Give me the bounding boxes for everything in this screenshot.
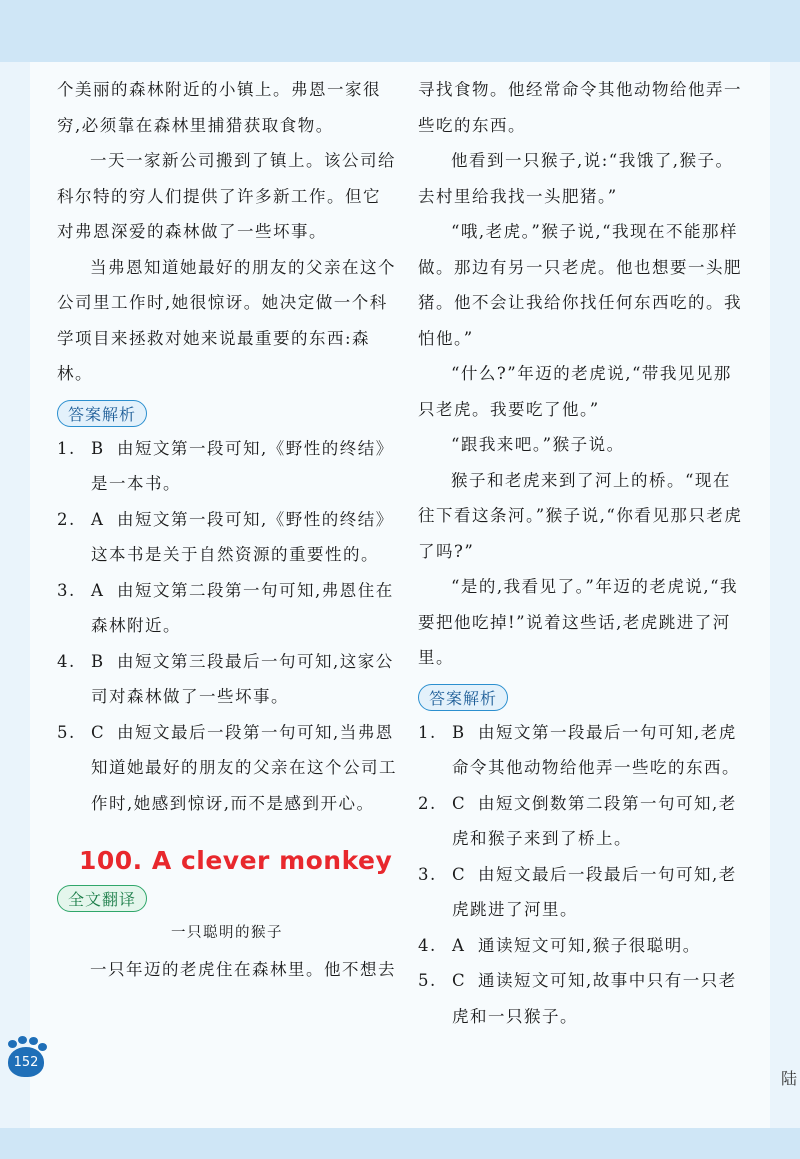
answer-analysis-badge: 答案解析 [418,684,508,711]
left-answer-2 [57,502,397,573]
left-answer-4 [57,644,397,715]
header-band [0,0,800,62]
right-paragraph-1: 寻找食物。他经常命令其他动物给他弄一些吃的东西。 [418,80,742,135]
left-intro-paragraph-3: 当弗恩知道她最好的朋友的父亲在这个公司里工作时,她很惊讶。她决定做一个科学项目来拯救对她来说最重要的东西:森林。 [57,257,396,383]
answer-key: A [91,509,105,529]
answer-key: B [452,722,466,742]
left-answer-badge-row [57,400,397,427]
paw-toe-icon [29,1037,38,1045]
side-mark: 陆 [781,1069,798,1088]
right-answer-badge-row [418,684,748,711]
right-paragraph-3: “哦,老虎。”猴子说,“我现在不能那样做。那边有另一只老虎。他也想要一头肥猪。他不会让我给你找任何东西吃的。我怕他。” [418,222,742,348]
answer-text: 由短文第三段最后一句可知,这家公司对森林做了一些坏事。 [91,651,394,706]
answer-number: 2. [57,509,76,529]
answer-text: 由短文第一段最后一句可知,老虎命令其他动物给他弄一些吃的东西。 [452,722,740,777]
paw-toe-icon [18,1036,27,1044]
answer-key: C [452,793,467,813]
answer-number: 5. [418,971,437,990]
page-number-badge: 152 [8,1047,44,1077]
answer-key: C [452,864,467,884]
story-title: 一只聪明的猴子 [171,925,283,941]
right-answer-4 [418,928,748,964]
answer-key: A [91,580,105,600]
answer-text: 由短文第一段可知,《野性的终结》这本书是关于自然资源的重要性的。 [91,509,394,564]
right-answer-1 [418,715,748,786]
answer-key: C [91,722,106,742]
right-paragraph-5: “跟我来吧。”猴子说。 [451,435,625,454]
answer-analysis-badge: 答案解析 [57,400,147,427]
right-column [418,72,748,1034]
right-answer-3 [418,857,748,928]
paw-toe-icon [8,1040,17,1048]
answer-text: 通读短文可知,故事中只有一只老虎和一只猴子。 [452,971,737,1026]
answer-text: 由短文第二段第一句可知,弗恩住在森林附近。 [91,580,394,635]
full-translation-badge: 全文翻译 [57,885,147,912]
right-answer-5 [418,963,748,1034]
answer-key: B [91,438,105,458]
answer-number: 4. [418,935,437,955]
answer-number: 2. [418,793,437,813]
chapter-title: 100. A clever monkey [79,846,393,875]
answer-number: 3. [418,864,437,884]
story-first-line: 一只年迈的老虎住在森林里。他不想去 [90,959,396,979]
answer-key: C [452,971,467,990]
answer-text: 通读短文可知,猴子很聪明。 [478,935,701,955]
answer-text: 由短文第一段可知,《野性的终结》是一本书。 [91,438,394,493]
right-paragraph-2: 他看到一只猴子,说:“我饿了,猴子。去村里给我找一头肥猪。” [418,151,734,206]
right-paragraph-6: 猴子和老虎来到了河上的桥。“现在往下看这条河。”猴子说,“你看见那只老虎了吗?” [418,470,743,561]
left-column [57,72,397,987]
left-intro-paragraph-2: 一天一家新公司搬到了镇上。该公司给科尔特的穷人们提供了许多新工作。但它对弗恩深爱的森林做了一些坏事。 [57,151,396,241]
answer-number: 1. [57,438,76,458]
footer-band [0,1128,800,1159]
answer-key: A [452,935,466,955]
answer-number: 3. [57,580,76,600]
answer-text: 由短文最后一段第一句可知,当弗恩知道她最好的朋友的父亲在这个公司工作时,她感到惊讶,而不是感到开心。 [91,722,397,813]
answer-number: 1. [418,722,437,742]
right-paragraph-4: “什么?”年迈的老虎说,“带我见见那只老虎。我要吃了他。” [418,364,732,419]
answer-key: B [91,651,105,671]
translation-badge-row [57,885,397,912]
left-answer-1 [57,431,397,502]
answer-text: 由短文最后一段最后一句可知,老虎跳进了河里。 [452,864,737,919]
left-intro-paragraph-1: 个美丽的森林附近的小镇上。弗恩一家很穷,必须靠在森林里捕猎获取食物。 [57,80,381,135]
answer-number: 4. [57,651,76,671]
left-answer-5 [57,715,397,822]
right-answer-2 [418,786,748,857]
right-paragraph-7: “是的,我看见了。”年迈的老虎说,“我要把他吃掉!”说着这些话,老虎跳进了河里。 [418,577,739,667]
left-answer-3 [57,573,397,644]
answer-number: 5. [57,722,76,742]
paw-toe-icon [38,1043,47,1051]
answer-text: 由短文倒数第二段第一句可知,老虎和猴子来到了桥上。 [452,793,737,848]
